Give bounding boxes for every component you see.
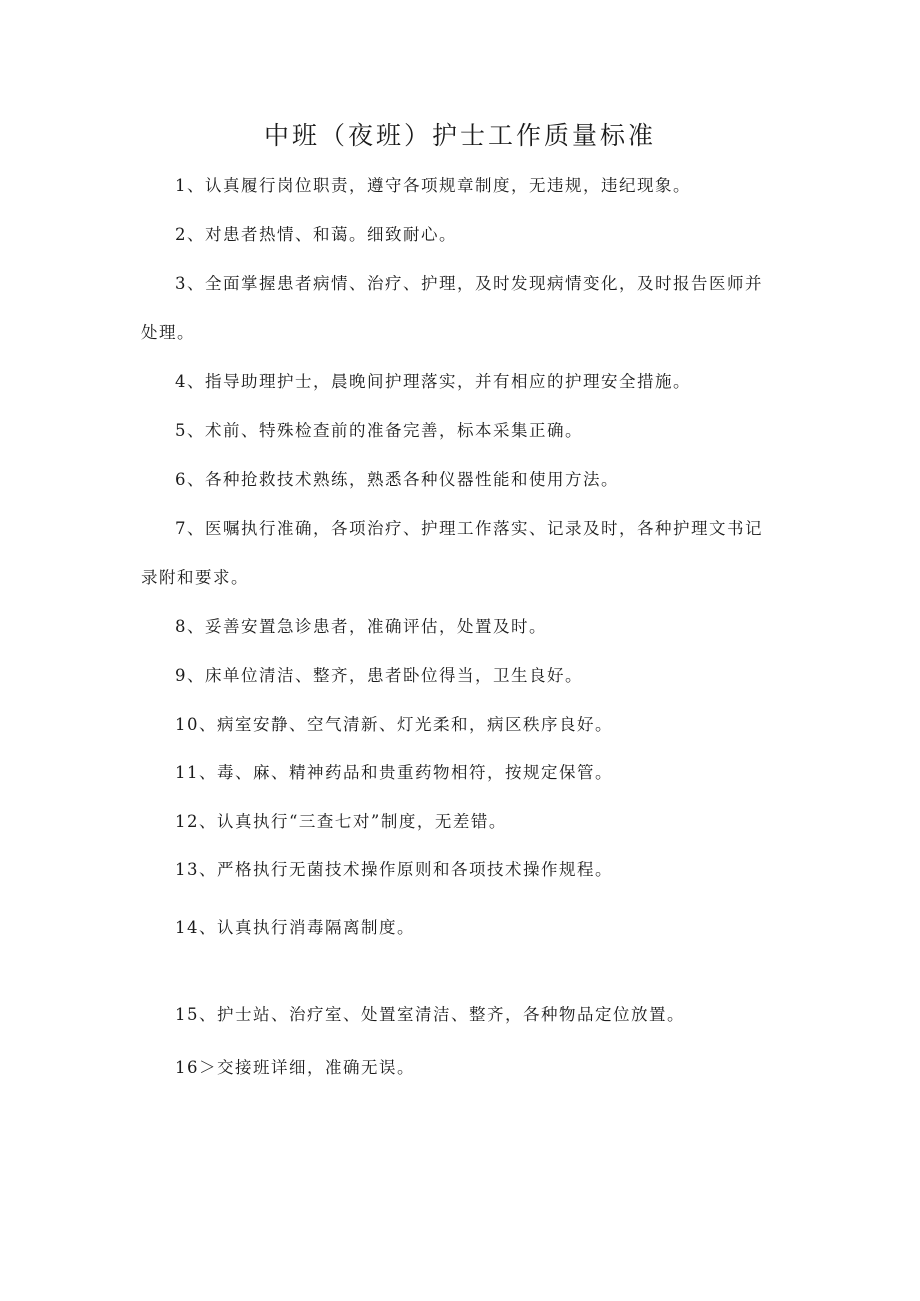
standard-item-15: 15、护士站、治疗室、处置室清洁、整齐，各种物品定位放置。 <box>175 1005 685 1024</box>
standard-item-3-line-2: 处理。 <box>141 323 195 342</box>
standard-item-10: 10、病室安静、空气清新、灯光柔和，病区秩序良好。 <box>175 715 613 734</box>
standard-item-8: 8、妥善安置急诊患者，准确评估，处置及时。 <box>175 617 547 636</box>
standard-item-4: 4、指导助理护士，晨晚间护理落实，并有相应的护理安全措施。 <box>175 372 691 391</box>
standard-item-3-line-1: 3、全面掌握患者病情、治疗、护理，及时发现病情变化，及时报告医师并 <box>175 274 763 293</box>
standard-item-16: 16＞交接班详细，准确无误。 <box>175 1058 415 1077</box>
standard-item-13: 13、严格执行无菌技术操作原则和各项技术操作规程。 <box>175 860 613 879</box>
standard-item-7-line-1: 7、医嘱执行准确，各项治疗、护理工作落实、记录及时，各种护理文书记 <box>175 519 763 538</box>
standard-item-2: 2、对患者热情、和蔼。细致耐心。 <box>175 225 457 244</box>
document-title: 中班（夜班）护士工作质量标准 <box>263 121 656 150</box>
standard-item-12: 12、认真执行“三查七对”制度，无差错。 <box>175 812 507 831</box>
standard-item-11: 11、毒、麻、精神药品和贵重药物相符，按规定保管。 <box>175 763 613 782</box>
standard-item-7-line-2: 录附和要求。 <box>141 568 249 587</box>
standard-item-5: 5、术前、特殊检查前的准备完善，标本采集正确。 <box>175 421 583 440</box>
standard-item-1: 1、认真履行岗位职责，遵守各项规章制度，无违规，违纪现象。 <box>175 176 691 195</box>
standard-item-6: 6、各种抢救技术熟练，熟悉各种仪器性能和使用方法。 <box>175 470 619 489</box>
standard-item-14: 14、认真执行消毒隔离制度。 <box>175 918 415 937</box>
standard-item-9: 9、床单位清洁、整齐，患者卧位得当，卫生良好。 <box>175 666 583 685</box>
